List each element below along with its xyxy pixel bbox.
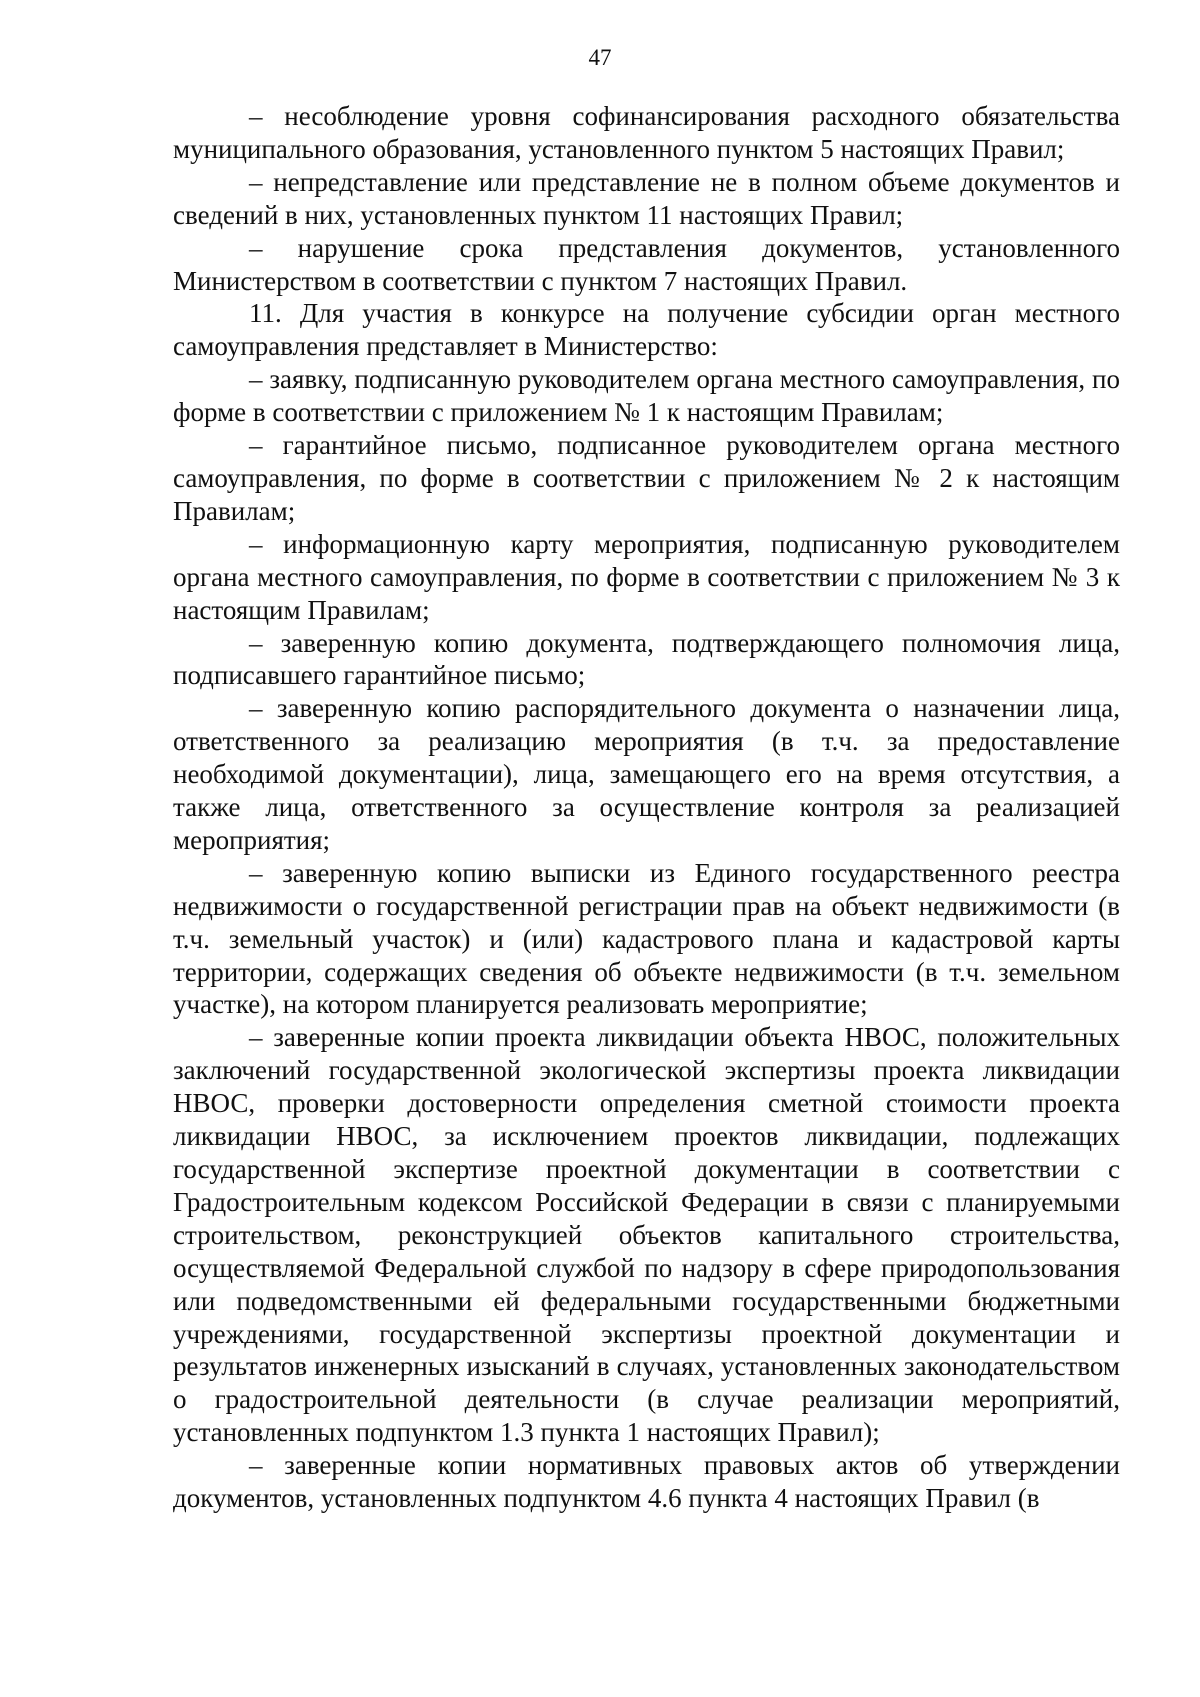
paragraph-authority-copy: – заверенную копию документа, подтверждающего полномочия лица, подписавшего гарантийное письмо; (173, 627, 1120, 691)
paragraph-application: – заявку, подписанную руководителем органа местного самоуправления, по форме в соответствии с приложением № 1 к настоящим Правилам; (173, 364, 1120, 428)
paragraph-guarantee-letter: – гарантийное письмо, подписанное руководителем органа местного самоуправления, по форме в соответствии с приложением № 2 к настоящим Правилам; (173, 430, 1120, 526)
paragraph-violation-documents: – непредставление или представление не в полном объеме документов и сведений в них, установленных пунктом 11 настоящих Правил; (173, 166, 1120, 230)
page-number: 47 (588, 45, 612, 70)
paragraph-item-11: 11. Для участия в конкурсе на получение субсидии орган местного самоуправления представляет в Министерство: (173, 298, 1120, 362)
paragraph-liquidation-project: – заверенные копии проекта ликвидации объекта НВОС, положительных заключений государственной экологической экспертизы проекта ликвидации НВОС, проверки достоверности определения сметной стоимости проекта ликвидации НВОС, за исключением проектов ликвидации, подлежащих государственной экспертизе проектной документации в соответствии с Градостроительным кодексом Российской Федерации в связи с планируемыми строительством, реконструкцией объектов капитального строительства, осуществляемой Федеральной службой по надзору в сфере природопользования или подведомственными ей федеральными государственными бюджетными учреждениями, государственной экспертизы проектной документации и результатов инженерных изысканий в случаях, установленных законодательством о градостроительной деятельности (в случае реализации мероприятий, установленных подпунктом 1.3 пункта 1 настоящих Правил); (173, 1022, 1120, 1448)
paragraph-violation-cofinancing: – несоблюдение уровня софинансирования расходного обязательства муниципального образования, установленного пунктом 5 настоящих Правил; (173, 101, 1120, 164)
paragraph-registry-extract: – заверенную копию выписки из Единого государственного реестра недвижимости о государственной регистрации прав на объект недвижимости (в т.ч. земельный участок) и (или) кадастрового плана и кадастровой карты территории, содержащих сведения об объекте недвижимости (в т.ч. земельном участке), на котором планируется реализовать мероприятие; (173, 857, 1120, 1020)
paragraph-normative-acts: – заверенные копии нормативных правовых актов об утверждении документов, установленных подпунктом 4.6 пункта 4 настоящих Правил (в (173, 1450, 1120, 1514)
paragraph-information-card: – информационную карту мероприятия, подписанную руководителем органа местного самоуправления, по форме в соответствии с приложением № 3 к настоящим Правилам; (173, 528, 1120, 625)
paragraph-responsible-person: – заверенную копию распорядительного документа о назначении лица, ответственного за реализацию мероприятия (в т.ч. за предоставление необходимой документации), лица, замещающего его на время отсутствия, а также лица, ответственного за осуществление контроля за реализацией мероприятия; (173, 693, 1120, 855)
document-body (173, 100, 1120, 1515)
paragraph-violation-deadline: – нарушение срока представления документов, установленного Министерством в соответствии с пунктом 7 настоящих Правил. (173, 232, 1120, 296)
